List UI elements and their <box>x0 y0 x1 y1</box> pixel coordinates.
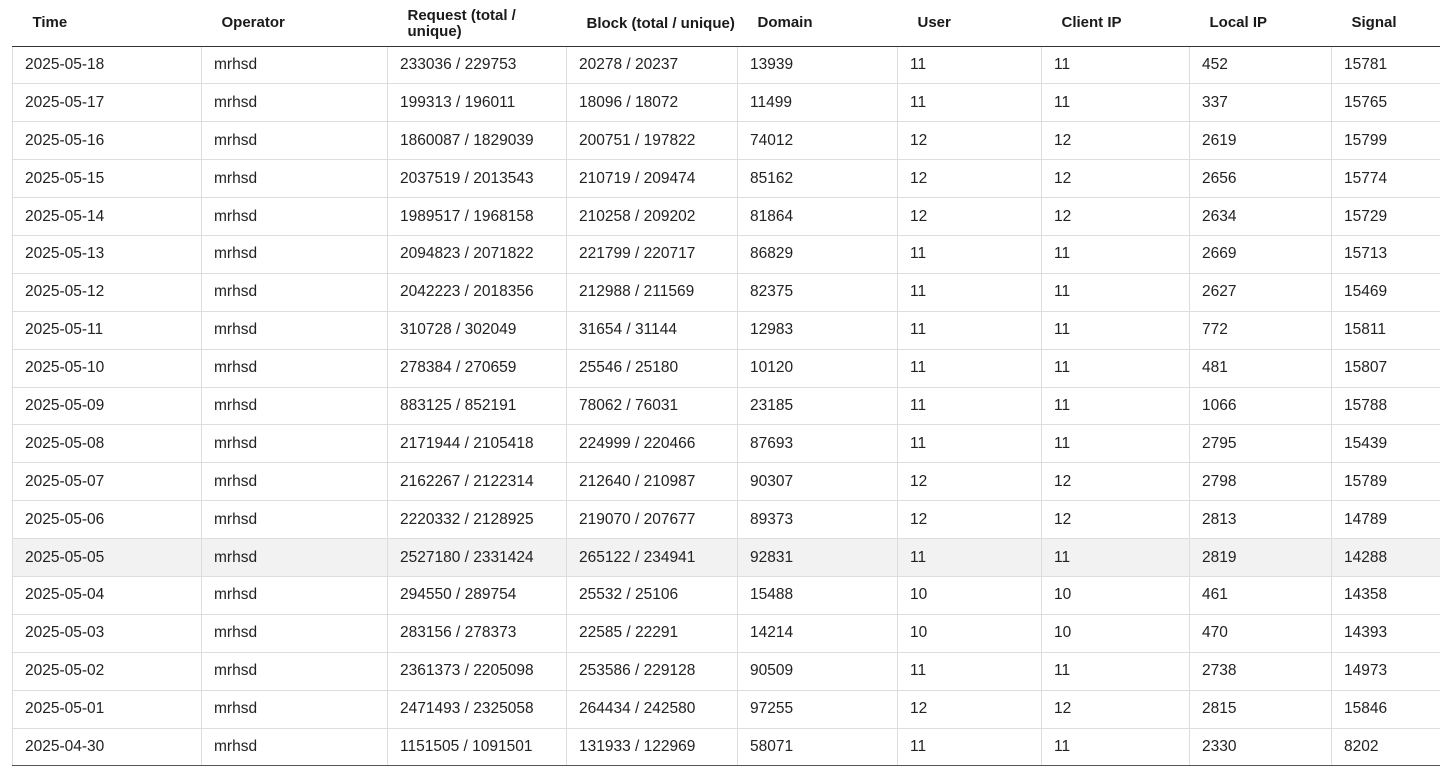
cell-operator: mrhsd <box>202 84 388 122</box>
cell-time: 2025-05-15 <box>13 160 202 198</box>
cell-request: 2171944 / 2105418 <box>388 425 567 463</box>
cell-domain: 58071 <box>738 728 898 766</box>
cell-domain: 81864 <box>738 198 898 236</box>
cell-user: 11 <box>898 273 1042 311</box>
cell-client-ip: 12 <box>1042 463 1190 501</box>
column-header-operator[interactable]: Operator <box>202 0 388 46</box>
table-row[interactable] <box>13 46 1440 84</box>
cell-time: 2025-05-16 <box>13 122 202 160</box>
cell-time: 2025-05-14 <box>13 198 202 236</box>
cell-domain: 82375 <box>738 273 898 311</box>
cell-operator: mrhsd <box>202 46 388 84</box>
cell-domain: 23185 <box>738 387 898 425</box>
cell-local-ip: 452 <box>1190 46 1332 84</box>
table-row[interactable] <box>13 576 1440 614</box>
cell-signal: 15774 <box>1332 160 1440 198</box>
cell-client-ip: 11 <box>1042 728 1190 766</box>
cell-signal: 8202 <box>1332 728 1440 766</box>
cell-user: 11 <box>898 539 1042 577</box>
table-row[interactable] <box>13 539 1440 577</box>
cell-domain: 85162 <box>738 160 898 198</box>
cell-signal: 15713 <box>1332 235 1440 273</box>
table-row[interactable] <box>13 235 1440 273</box>
cell-time: 2025-05-02 <box>13 652 202 690</box>
cell-time: 2025-05-06 <box>13 501 202 539</box>
cell-time: 2025-05-18 <box>13 46 202 84</box>
cell-request: 1989517 / 1968158 <box>388 198 567 236</box>
cell-signal: 15811 <box>1332 311 1440 349</box>
column-header-user[interactable]: User <box>898 0 1042 46</box>
cell-operator: mrhsd <box>202 463 388 501</box>
cell-domain: 87693 <box>738 425 898 463</box>
table-row[interactable] <box>13 349 1440 387</box>
cell-local-ip: 1066 <box>1190 387 1332 425</box>
cell-block: 20278 / 20237 <box>567 46 738 84</box>
cell-domain: 10120 <box>738 349 898 387</box>
cell-signal: 15789 <box>1332 463 1440 501</box>
cell-client-ip: 11 <box>1042 539 1190 577</box>
cell-operator: mrhsd <box>202 198 388 236</box>
cell-time: 2025-05-07 <box>13 463 202 501</box>
column-header-signal[interactable]: Signal <box>1332 0 1440 46</box>
table-header <box>13 0 1440 46</box>
cell-block: 25532 / 25106 <box>567 576 738 614</box>
cell-request: 2042223 / 2018356 <box>388 273 567 311</box>
table-row[interactable] <box>13 652 1440 690</box>
cell-time: 2025-05-12 <box>13 273 202 311</box>
cell-block: 219070 / 207677 <box>567 501 738 539</box>
cell-block: 224999 / 220466 <box>567 425 738 463</box>
column-header-block[interactable]: Block (total / unique) <box>567 0 738 46</box>
cell-request: 294550 / 289754 <box>388 576 567 614</box>
table-row[interactable] <box>13 728 1440 766</box>
cell-user: 11 <box>898 311 1042 349</box>
cell-domain: 86829 <box>738 235 898 273</box>
cell-operator: mrhsd <box>202 576 388 614</box>
cell-request: 278384 / 270659 <box>388 349 567 387</box>
cell-client-ip: 12 <box>1042 122 1190 160</box>
cell-request: 2527180 / 2331424 <box>388 539 567 577</box>
cell-user: 12 <box>898 463 1042 501</box>
cell-user: 12 <box>898 122 1042 160</box>
cell-signal: 15788 <box>1332 387 1440 425</box>
cell-local-ip: 2795 <box>1190 425 1332 463</box>
cell-block: 131933 / 122969 <box>567 728 738 766</box>
cell-client-ip: 12 <box>1042 690 1190 728</box>
cell-client-ip: 10 <box>1042 576 1190 614</box>
cell-signal: 14288 <box>1332 539 1440 577</box>
cell-block: 210258 / 209202 <box>567 198 738 236</box>
cell-client-ip: 11 <box>1042 425 1190 463</box>
table-row[interactable] <box>13 160 1440 198</box>
cell-request: 233036 / 229753 <box>388 46 567 84</box>
table-row[interactable] <box>13 387 1440 425</box>
cell-block: 212640 / 210987 <box>567 463 738 501</box>
cell-domain: 90509 <box>738 652 898 690</box>
cell-block: 31654 / 31144 <box>567 311 738 349</box>
cell-local-ip: 2619 <box>1190 122 1332 160</box>
cell-client-ip: 11 <box>1042 235 1190 273</box>
cell-operator: mrhsd <box>202 425 388 463</box>
column-header-local-ip[interactable]: Local IP <box>1190 0 1332 46</box>
cell-time: 2025-05-08 <box>13 425 202 463</box>
cell-client-ip: 12 <box>1042 501 1190 539</box>
cell-time: 2025-05-10 <box>13 349 202 387</box>
cell-user: 12 <box>898 690 1042 728</box>
cell-block: 264434 / 242580 <box>567 690 738 728</box>
cell-local-ip: 470 <box>1190 614 1332 652</box>
daily-stats-table <box>12 0 1440 766</box>
cell-block: 25546 / 25180 <box>567 349 738 387</box>
cell-user: 11 <box>898 387 1042 425</box>
cell-time: 2025-05-01 <box>13 690 202 728</box>
cell-operator: mrhsd <box>202 652 388 690</box>
cell-domain: 13939 <box>738 46 898 84</box>
cell-block: 212988 / 211569 <box>567 273 738 311</box>
cell-operator: mrhsd <box>202 160 388 198</box>
cell-signal: 14358 <box>1332 576 1440 614</box>
cell-local-ip: 481 <box>1190 349 1332 387</box>
cell-local-ip: 2815 <box>1190 690 1332 728</box>
column-header-client-ip[interactable]: Client IP <box>1042 0 1190 46</box>
cell-time: 2025-05-13 <box>13 235 202 273</box>
cell-client-ip: 11 <box>1042 652 1190 690</box>
cell-user: 12 <box>898 160 1042 198</box>
cell-user: 11 <box>898 349 1042 387</box>
cell-client-ip: 11 <box>1042 273 1190 311</box>
cell-request: 2162267 / 2122314 <box>388 463 567 501</box>
column-header-request[interactable]: Request (total / unique) <box>388 0 567 46</box>
cell-domain: 11499 <box>738 84 898 122</box>
cell-user: 11 <box>898 652 1042 690</box>
table-row[interactable] <box>13 273 1440 311</box>
cell-local-ip: 2656 <box>1190 160 1332 198</box>
cell-signal: 15765 <box>1332 84 1440 122</box>
cell-request: 2361373 / 2205098 <box>388 652 567 690</box>
cell-client-ip: 11 <box>1042 311 1190 349</box>
cell-client-ip: 11 <box>1042 84 1190 122</box>
cell-user: 12 <box>898 501 1042 539</box>
cell-local-ip: 2813 <box>1190 501 1332 539</box>
cell-signal: 15729 <box>1332 198 1440 236</box>
column-header-time[interactable]: Time <box>13 0 202 46</box>
cell-user: 11 <box>898 84 1042 122</box>
cell-domain: 15488 <box>738 576 898 614</box>
cell-signal: 15469 <box>1332 273 1440 311</box>
cell-client-ip: 11 <box>1042 349 1190 387</box>
cell-request: 310728 / 302049 <box>388 311 567 349</box>
cell-local-ip: 2798 <box>1190 463 1332 501</box>
cell-time: 2025-05-05 <box>13 539 202 577</box>
cell-block: 78062 / 76031 <box>567 387 738 425</box>
cell-time: 2025-05-09 <box>13 387 202 425</box>
cell-local-ip: 2738 <box>1190 652 1332 690</box>
cell-user: 11 <box>898 235 1042 273</box>
cell-domain: 12983 <box>738 311 898 349</box>
cell-block: 210719 / 209474 <box>567 160 738 198</box>
table-row[interactable] <box>13 425 1440 463</box>
cell-local-ip: 2330 <box>1190 728 1332 766</box>
cell-operator: mrhsd <box>202 235 388 273</box>
cell-local-ip: 337 <box>1190 84 1332 122</box>
cell-local-ip: 2669 <box>1190 235 1332 273</box>
cell-request: 1151505 / 1091501 <box>388 728 567 766</box>
cell-client-ip: 10 <box>1042 614 1190 652</box>
table-row[interactable] <box>13 122 1440 160</box>
cell-client-ip: 11 <box>1042 46 1190 84</box>
cell-block: 265122 / 234941 <box>567 539 738 577</box>
cell-signal: 14393 <box>1332 614 1440 652</box>
cell-block: 18096 / 18072 <box>567 84 738 122</box>
table-row[interactable] <box>13 690 1440 728</box>
column-header-domain[interactable]: Domain <box>738 0 898 46</box>
cell-operator: mrhsd <box>202 273 388 311</box>
cell-operator: mrhsd <box>202 690 388 728</box>
cell-request: 1860087 / 1829039 <box>388 122 567 160</box>
cell-operator: mrhsd <box>202 539 388 577</box>
cell-request: 2037519 / 2013543 <box>388 160 567 198</box>
cell-time: 2025-05-04 <box>13 576 202 614</box>
cell-user: 12 <box>898 198 1042 236</box>
cell-local-ip: 461 <box>1190 576 1332 614</box>
cell-signal: 15799 <box>1332 122 1440 160</box>
cell-operator: mrhsd <box>202 501 388 539</box>
cell-signal: 15781 <box>1332 46 1440 84</box>
table-row[interactable] <box>13 463 1440 501</box>
cell-signal: 14973 <box>1332 652 1440 690</box>
cell-request: 883125 / 852191 <box>388 387 567 425</box>
header-row <box>13 0 1440 46</box>
cell-time: 2025-05-03 <box>13 614 202 652</box>
cell-local-ip: 772 <box>1190 311 1332 349</box>
cell-domain: 74012 <box>738 122 898 160</box>
cell-operator: mrhsd <box>202 387 388 425</box>
cell-signal: 14789 <box>1332 501 1440 539</box>
table-row[interactable] <box>13 311 1440 349</box>
cell-signal: 15807 <box>1332 349 1440 387</box>
cell-request: 2220332 / 2128925 <box>388 501 567 539</box>
cell-local-ip: 2627 <box>1190 273 1332 311</box>
cell-operator: mrhsd <box>202 349 388 387</box>
cell-operator: mrhsd <box>202 728 388 766</box>
cell-user: 11 <box>898 728 1042 766</box>
table-row[interactable] <box>13 198 1440 236</box>
cell-local-ip: 2819 <box>1190 539 1332 577</box>
cell-time: 2025-05-11 <box>13 311 202 349</box>
cell-local-ip: 2634 <box>1190 198 1332 236</box>
cell-client-ip: 12 <box>1042 198 1190 236</box>
cell-block: 22585 / 22291 <box>567 614 738 652</box>
cell-time: 2025-04-30 <box>13 728 202 766</box>
cell-time: 2025-05-17 <box>13 84 202 122</box>
cell-domain: 14214 <box>738 614 898 652</box>
cell-user: 11 <box>898 46 1042 84</box>
table-row[interactable] <box>13 614 1440 652</box>
table-body <box>13 46 1440 766</box>
cell-signal: 15439 <box>1332 425 1440 463</box>
cell-user: 10 <box>898 614 1042 652</box>
cell-user: 11 <box>898 425 1042 463</box>
cell-domain: 90307 <box>738 463 898 501</box>
cell-client-ip: 12 <box>1042 160 1190 198</box>
cell-user: 10 <box>898 576 1042 614</box>
table-row[interactable] <box>13 501 1440 539</box>
cell-request: 2471493 / 2325058 <box>388 690 567 728</box>
cell-request: 283156 / 278373 <box>388 614 567 652</box>
cell-domain: 97255 <box>738 690 898 728</box>
cell-block: 221799 / 220717 <box>567 235 738 273</box>
cell-client-ip: 11 <box>1042 387 1190 425</box>
table-row[interactable] <box>13 84 1440 122</box>
cell-block: 253586 / 229128 <box>567 652 738 690</box>
cell-domain: 92831 <box>738 539 898 577</box>
cell-block: 200751 / 197822 <box>567 122 738 160</box>
cell-operator: mrhsd <box>202 614 388 652</box>
cell-domain: 89373 <box>738 501 898 539</box>
cell-operator: mrhsd <box>202 311 388 349</box>
cell-request: 199313 / 196011 <box>388 84 567 122</box>
cell-request: 2094823 / 2071822 <box>388 235 567 273</box>
cell-signal: 15846 <box>1332 690 1440 728</box>
cell-operator: mrhsd <box>202 122 388 160</box>
